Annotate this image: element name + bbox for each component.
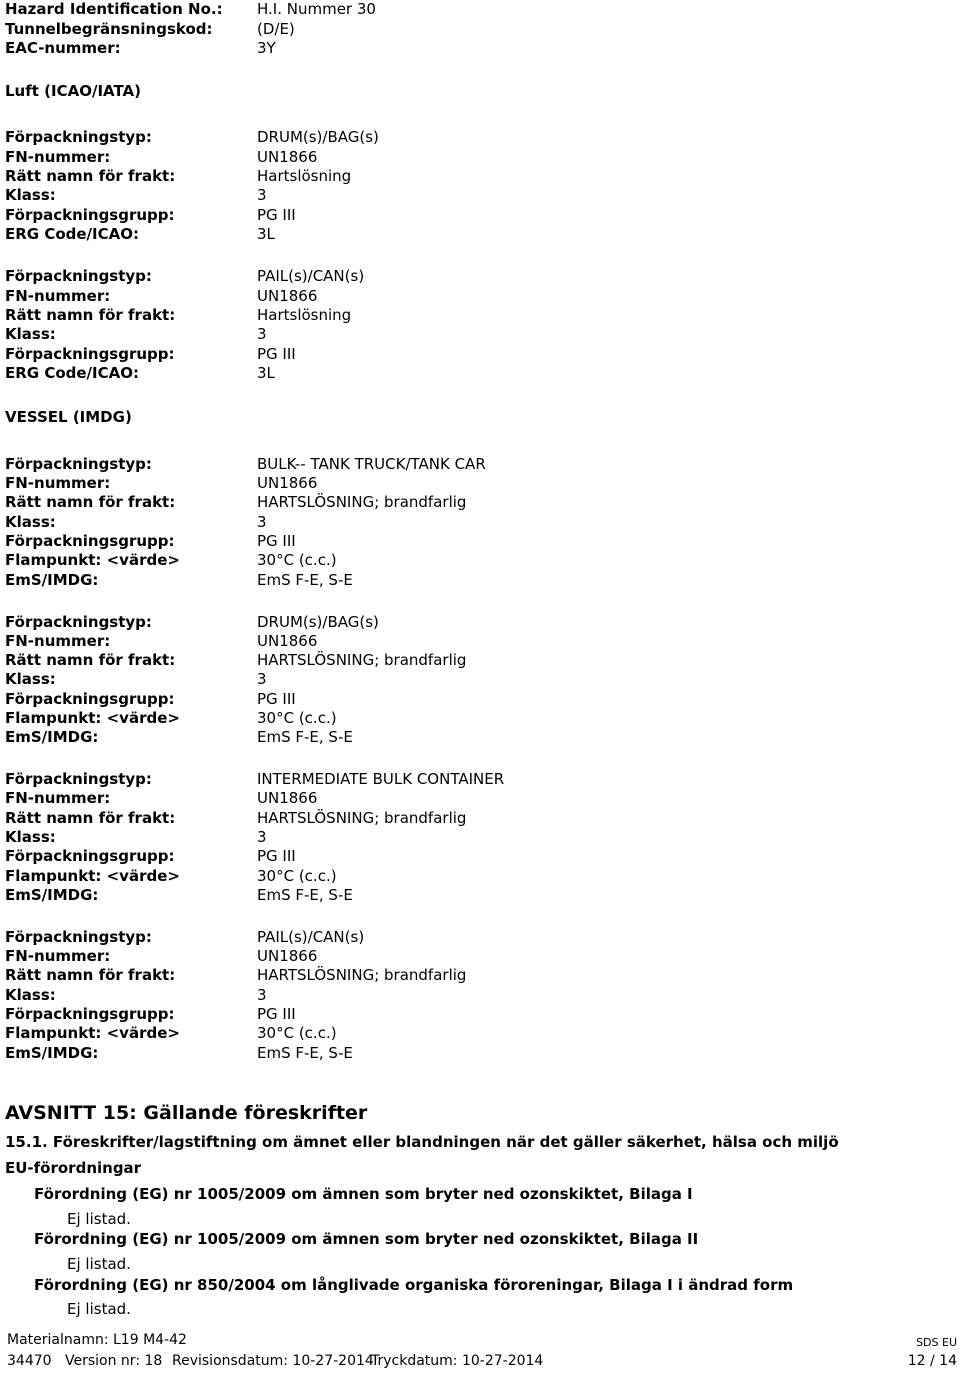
field-label: Förpackningsgrupp:: [5, 345, 175, 363]
field-label: EmS/IMDG:: [5, 728, 99, 746]
field-value: PG III: [257, 690, 296, 708]
field-label: ERG Code/ICAO:: [5, 364, 139, 382]
field-value: DRUM(s)/BAG(s): [257, 613, 379, 631]
field-value: Hartslösning: [257, 306, 352, 324]
field-label: Förpackningstyp:: [5, 128, 152, 146]
field-value: BULK-- TANK TRUCK/TANK CAR: [257, 455, 486, 473]
regulation-title: Förordning (EG) nr 1005/2009 om ämnen som bryter ned ozonskiktet, Bilaga II: [34, 1230, 699, 1248]
regulation-status: Ej listad.: [67, 1255, 131, 1273]
field-label: FN-nummer:: [5, 287, 111, 305]
field-value: EmS F-E, S-E: [257, 1044, 353, 1062]
field-label: Förpackningstyp:: [5, 455, 152, 473]
field-value: 3L: [257, 364, 275, 382]
field-label: Rätt namn för frakt:: [5, 809, 176, 827]
footer-print-date: Tryckdatum: 10-27-2014: [371, 1353, 544, 1369]
footer-page-number: 12 / 14: [907, 1353, 957, 1369]
field-label: Klass:: [5, 325, 56, 343]
field-value: PG III: [257, 345, 296, 363]
field-label: Förpackningstyp:: [5, 928, 152, 946]
header-value: H.I. Nummer 30: [257, 0, 376, 18]
field-value: PAIL(s)/CAN(s): [257, 928, 365, 946]
field-label: Förpackningstyp:: [5, 770, 152, 788]
regulation-title: Förordning (EG) nr 850/2004 om långlivade organiska föroreningar, Bilaga I i ändrad form: [34, 1276, 794, 1294]
footer-material-name: Materialnamn: L19 M4-42: [7, 1332, 187, 1348]
field-value: PG III: [257, 847, 296, 865]
field-label: Förpackningsgrupp:: [5, 206, 175, 224]
field-label: Flampunkt: <värde>: [5, 709, 180, 727]
field-value: UN1866: [257, 148, 318, 166]
field-value: PG III: [257, 206, 296, 224]
header-value: 3Y: [257, 39, 276, 57]
field-value: UN1866: [257, 474, 318, 492]
footer-revision-date: Revisionsdatum: 10-27-2014: [172, 1353, 374, 1369]
header-label: EAC-nummer:: [5, 39, 121, 57]
field-label: FN-nummer:: [5, 148, 111, 166]
field-value: 3L: [257, 225, 275, 243]
field-value: EmS F-E, S-E: [257, 571, 353, 589]
field-value: EmS F-E, S-E: [257, 728, 353, 746]
header-value: (D/E): [257, 20, 295, 38]
field-value: UN1866: [257, 789, 318, 807]
section-15-1-subtitle: 15.1. Föreskrifter/lagstiftning om ämnet eller blandningen när det gäller säkerhet, hälsa och miljö: [5, 1133, 839, 1151]
field-label: Klass:: [5, 670, 56, 688]
field-value: 3: [257, 670, 267, 688]
field-label: Rätt namn för frakt:: [5, 167, 176, 185]
field-label: Klass:: [5, 986, 56, 1004]
field-value: HARTSLÖSNING; brandfarlig: [257, 651, 467, 669]
air-heading: Luft (ICAO/IATA): [5, 82, 141, 100]
field-label: EmS/IMDG:: [5, 571, 99, 589]
section-15-title: AVSNITT 15: Gällande föreskrifter: [5, 1102, 368, 1124]
vessel-heading: VESSEL (IMDG): [5, 408, 132, 426]
field-value: 3: [257, 513, 267, 531]
field-value: UN1866: [257, 287, 318, 305]
field-label: Förpackningsgrupp:: [5, 690, 175, 708]
field-label: Flampunkt: <värde>: [5, 551, 180, 569]
field-value: 30°C (c.c.): [257, 1024, 337, 1042]
header-label: Tunnelbegränsningskod:: [5, 20, 213, 38]
field-value: 3: [257, 325, 267, 343]
header-label: Hazard Identification No.:: [5, 0, 223, 18]
field-value: HARTSLÖSNING; brandfarlig: [257, 493, 467, 511]
field-value: PG III: [257, 532, 296, 550]
footer-doc-id: 34470: [7, 1353, 52, 1369]
field-value: 30°C (c.c.): [257, 551, 337, 569]
field-label: Klass:: [5, 828, 56, 846]
field-value: INTERMEDIATE BULK CONTAINER: [257, 770, 505, 788]
eu-regulations-heading: EU-förordningar: [5, 1159, 142, 1177]
field-label: Förpackningstyp:: [5, 267, 152, 285]
field-value: DRUM(s)/BAG(s): [257, 128, 379, 146]
field-label: Flampunkt: <värde>: [5, 1024, 180, 1042]
field-value: 3: [257, 986, 267, 1004]
field-value: HARTSLÖSNING; brandfarlig: [257, 809, 467, 827]
field-value: EmS F-E, S-E: [257, 886, 353, 904]
field-value: 3: [257, 186, 267, 204]
field-value: 30°C (c.c.): [257, 867, 337, 885]
field-label: Rätt namn för frakt:: [5, 306, 176, 324]
field-label: Klass:: [5, 186, 56, 204]
field-value: 30°C (c.c.): [257, 709, 337, 727]
field-label: Förpackningsgrupp:: [5, 847, 175, 865]
footer-sds-label: SDS EU: [916, 1336, 957, 1349]
field-label: Flampunkt: <värde>: [5, 867, 180, 885]
regulation-title: Förordning (EG) nr 1005/2009 om ämnen som bryter ned ozonskiktet, Bilaga I: [34, 1185, 693, 1203]
field-label: Förpackningstyp:: [5, 613, 152, 631]
field-value: 3: [257, 828, 267, 846]
field-label: Förpackningsgrupp:: [5, 1005, 175, 1023]
field-label: Rätt namn för frakt:: [5, 966, 176, 984]
field-label: FN-nummer:: [5, 632, 111, 650]
footer-version: Version nr: 18: [65, 1353, 163, 1369]
field-value: UN1866: [257, 632, 318, 650]
field-value: UN1866: [257, 947, 318, 965]
field-label: FN-nummer:: [5, 474, 111, 492]
field-label: Förpackningsgrupp:: [5, 532, 175, 550]
field-value: PAIL(s)/CAN(s): [257, 267, 365, 285]
field-value: Hartslösning: [257, 167, 352, 185]
field-value: HARTSLÖSNING; brandfarlig: [257, 966, 467, 984]
field-label: FN-nummer:: [5, 947, 111, 965]
field-label: Klass:: [5, 513, 56, 531]
field-label: ERG Code/ICAO:: [5, 225, 139, 243]
field-label: Rätt namn för frakt:: [5, 651, 176, 669]
field-label: EmS/IMDG:: [5, 886, 99, 904]
field-label: EmS/IMDG:: [5, 1044, 99, 1062]
field-label: Rätt namn för frakt:: [5, 493, 176, 511]
regulation-status: Ej listad.: [67, 1300, 131, 1318]
regulation-status: Ej listad.: [67, 1210, 131, 1228]
field-label: FN-nummer:: [5, 789, 111, 807]
field-value: PG III: [257, 1005, 296, 1023]
